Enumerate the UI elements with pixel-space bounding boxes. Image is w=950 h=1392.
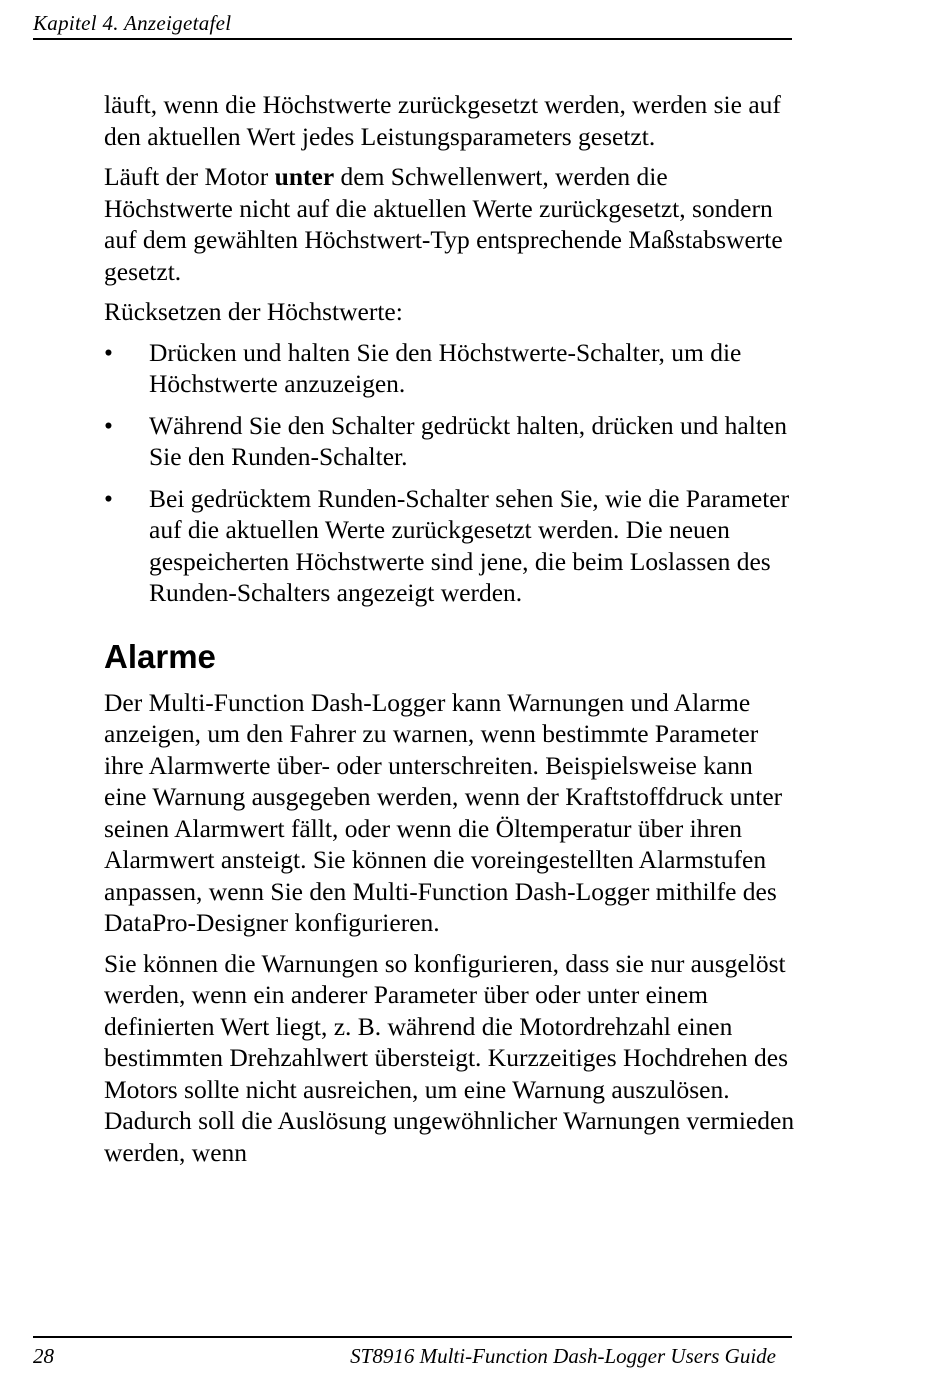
reset-steps-list bbox=[104, 337, 799, 609]
paragraph-reset-heading: Rücksetzen der Höchstwerte: bbox=[104, 297, 403, 326]
paragraph-threshold-emphasis: unter bbox=[274, 162, 335, 191]
page-header bbox=[33, 10, 792, 40]
paragraph-alarme-config: Sie können die Warnungen so konfigurieren, dass sie nur ausgelöst werden, wenn ein anderer Parameter über oder unter einem definierten Wert liegt, z. B. während die Motordrehzahl einen bestimmten Drehzahlwert übersteigt. Kurzzeitiges Hochdrehen des Motors sollte nicht ausreichen, um eine Warnung auszulösen. Dadurch soll die Auslösung ungewöhnlicher Warnungen vermieden werden, wenn bbox=[104, 948, 795, 1167]
page-content bbox=[104, 89, 799, 1177]
page-footer bbox=[33, 1336, 792, 1378]
bullet-icon: • bbox=[104, 410, 113, 440]
list-item-text: Während Sie den Schalter gedrückt halten, drücken und halten Sie den Runden-Schalter. bbox=[149, 410, 787, 471]
section-heading-alarme: Alarme bbox=[104, 637, 216, 675]
paragraph-alarme-intro: Der Multi-Function Dash-Logger kann Warnungen und Alarme anzeigen, um den Fahrer zu warnen, wenn bestimmte Parameter ihre Alarmwerte über- oder unterschreiten. Beispielsweise kann eine Warnung ausgegeben werden, wenn der Kraftstoffdruck unter seinen Alarmwert fällt, oder wenn die Öltemperatur über ihren Alarmwert ansteigt. Sie können die voreingestellten Alarmstufen anpassen, wenn Sie den Multi-Function Dash-Logger mithilfe des DataPro-Designer konfigurieren. bbox=[104, 687, 783, 937]
paragraph-reset-intro: läuft, wenn die Höchstwerte zurückgesetzt werden, werden sie auf den aktuellen Wert jedes Leistungsparameters gesetzt. bbox=[104, 90, 781, 151]
guide-title: ST8916 Multi-Function Dash-Logger Users Guide bbox=[350, 1344, 776, 1368]
list-item bbox=[104, 410, 799, 473]
chapter-title: Kapitel 4. Anzeigetafel bbox=[33, 11, 232, 35]
list-item-text: Bei gedrücktem Runden-Schalter sehen Sie, wie die Parameter auf die aktuellen Werte zurückgesetzt werden. Die neuen gespeicherten Höchstwerte sind jene, die beim Loslassen des Runden-Schalters angezeigt werden. bbox=[149, 483, 790, 607]
paragraph-threshold-start: Läuft der Motor bbox=[104, 162, 275, 191]
page-number: 28 bbox=[33, 1344, 54, 1368]
paragraph-threshold-end: dem Schwellenwert, werden die Höchstwerte nicht auf die aktuellen Werte zurückgesetzt, sondern auf dem gewählten Höchstwert-Typ entsprechende Maßstabswerte gesetzt. bbox=[104, 162, 783, 286]
list-item bbox=[104, 483, 799, 609]
list-item bbox=[104, 337, 799, 400]
list-item-text: Drücken und halten Sie den Höchstwerte-Schalter, um die Höchstwerte anzuzeigen. bbox=[149, 337, 742, 398]
bullet-icon: • bbox=[104, 483, 113, 513]
paragraph-threshold bbox=[104, 161, 799, 287]
bullet-icon: • bbox=[104, 337, 113, 367]
